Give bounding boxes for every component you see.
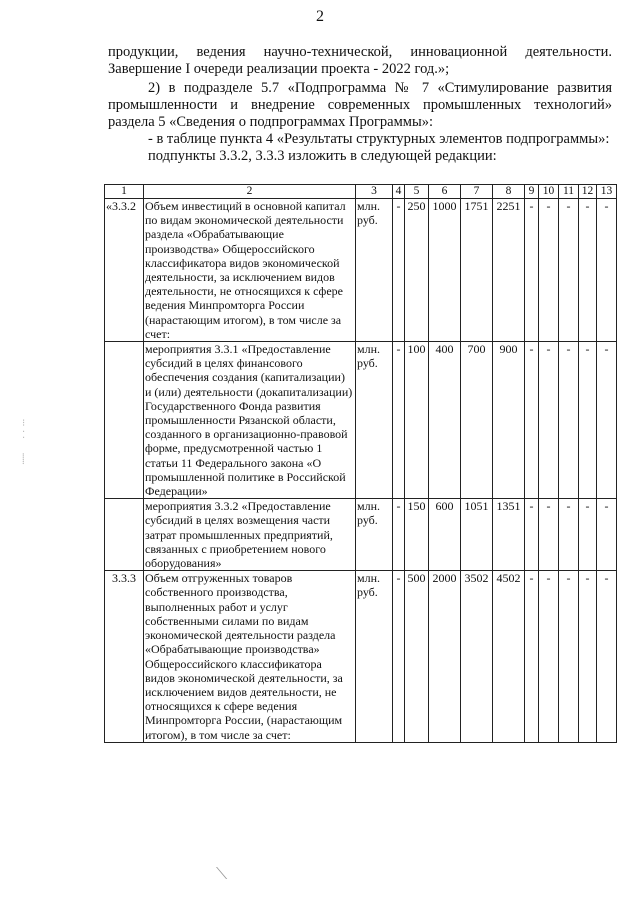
header-cell: 5: [405, 185, 429, 199]
intro-text: [108, 44, 612, 165]
header-cell: 8: [493, 185, 525, 199]
value-cell: 3502: [461, 571, 493, 742]
value-cell: -: [525, 342, 539, 499]
value-cell: -: [539, 199, 559, 342]
value-cell: 1051: [461, 499, 493, 571]
row-unit: млн. руб.: [356, 499, 393, 571]
header-cell: 2: [144, 185, 356, 199]
value-cell: -: [597, 199, 617, 342]
value-cell: -: [559, 499, 579, 571]
header-cell: 6: [429, 185, 461, 199]
header-cell: 12: [579, 185, 597, 199]
value-cell: -: [525, 199, 539, 342]
value-cell: -: [393, 199, 405, 342]
value-cell: -: [597, 342, 617, 499]
results-table: [104, 184, 617, 743]
header-cell: 11: [559, 185, 579, 199]
row-unit: млн. руб.: [356, 199, 393, 342]
header-cell: 4: [393, 185, 405, 199]
value-cell: -: [393, 571, 405, 742]
value-cell: 600: [429, 499, 461, 571]
value-cell: 100: [405, 342, 429, 499]
scan-artifact-mark: ⁝ ⁚ ⸽: [22, 418, 26, 465]
value-cell: -: [525, 571, 539, 742]
value-cell: -: [539, 571, 559, 742]
value-cell: 1000: [429, 199, 461, 342]
intro-paragraph-4: подпункты 3.3.2, 3.3.3 изложить в следующей редакции:: [148, 148, 497, 164]
table-row: [105, 342, 617, 499]
header-cell: 10: [539, 185, 559, 199]
value-cell: -: [597, 499, 617, 571]
header-cell: 1: [105, 185, 144, 199]
value-cell: 1751: [461, 199, 493, 342]
row-id: 3.3.3: [105, 571, 144, 742]
row-description: Объем инвестиций в основной капитал по видам экономической деятельности раздела «Обрабатывающие производства» Общероссийского классификатора видов экономической деятельности, за исключением видов деятельности, не относящихся к сфере ведения Минпромторга России (нарастающим итогом), в том числе за счет:: [144, 199, 356, 342]
value-cell: -: [579, 499, 597, 571]
row-id: [105, 342, 144, 499]
intro-paragraph-3: - в таблице пункта 4 «Результаты структурных элементов подпрограммы»:: [148, 131, 610, 147]
row-description: мероприятия 3.3.1 «Предоставление субсидий в целях финансового обеспечения создания (капитализации) и (или) деятельности (докапитализации) Государственного Фонда развития промышленности Рязанской области, созданного в организационно-правовой форме, предусмотренной частью 1 статьи 11 Федерального закона «О промышленной политике в Российской Федерации»: [144, 342, 356, 499]
value-cell: 250: [405, 199, 429, 342]
row-description: Объем отгруженных товаров собственного производства, выполненных работ и услуг собственными силами по видам экономической деятельности раздела «Обрабатывающие производства» Общероссийского классификатора видов экономической деятельности, за исключением видов деятельности, не относящихся к сфере ведения Минпромторга России, (нарастающим итогом), в том числе за счет:: [144, 571, 356, 742]
header-cell: 13: [597, 185, 617, 199]
value-cell: -: [579, 199, 597, 342]
header-cell: 9: [525, 185, 539, 199]
value-cell: -: [579, 342, 597, 499]
header-cell: 3: [356, 185, 393, 199]
value-cell: -: [597, 571, 617, 742]
value-cell: -: [525, 499, 539, 571]
value-cell: 400: [429, 342, 461, 499]
value-cell: 900: [493, 342, 525, 499]
table-header-row: [105, 185, 617, 199]
value-cell: -: [579, 571, 597, 742]
table-row: [105, 571, 617, 742]
row-description: мероприятия 3.3.2 «Предоставление субсидий в целях возмещения части затрат промышленных предприятий, связанных с приобретением нового оборудования»: [144, 499, 356, 571]
row-unit: млн. руб.: [356, 342, 393, 499]
value-cell: 4502: [493, 571, 525, 742]
value-cell: -: [393, 342, 405, 499]
table-row: [105, 499, 617, 571]
value-cell: -: [539, 342, 559, 499]
value-cell: 1351: [493, 499, 525, 571]
value-cell: -: [559, 571, 579, 742]
page-number: 2: [316, 8, 324, 25]
value-cell: 700: [461, 342, 493, 499]
value-cell: 2251: [493, 199, 525, 342]
intro-paragraph-2: 2) в подразделе 5.7 «Подпрограмма № 7 «Стимулирование развития промышленности и внедрение современных промышленных технологий» раздела 5 «Сведения о подпрограммах Программы»:: [108, 80, 612, 130]
value-cell: -: [539, 499, 559, 571]
table-row: [105, 199, 617, 342]
scan-artifact-tick: ⟍: [216, 866, 228, 883]
value-cell: -: [559, 199, 579, 342]
row-id: «3.3.2: [105, 199, 144, 342]
intro-line-2: Завершение I очереди реализации проекта - 2022 год.»;: [108, 61, 450, 77]
header-cell: 7: [461, 185, 493, 199]
value-cell: 2000: [429, 571, 461, 742]
value-cell: 150: [405, 499, 429, 571]
value-cell: -: [393, 499, 405, 571]
row-id: [105, 499, 144, 571]
intro-line-1: продукции, ведения научно-технической, инновационной деятельности.: [108, 44, 612, 60]
value-cell: 500: [405, 571, 429, 742]
value-cell: -: [559, 342, 579, 499]
row-unit: млн. руб.: [356, 571, 393, 742]
